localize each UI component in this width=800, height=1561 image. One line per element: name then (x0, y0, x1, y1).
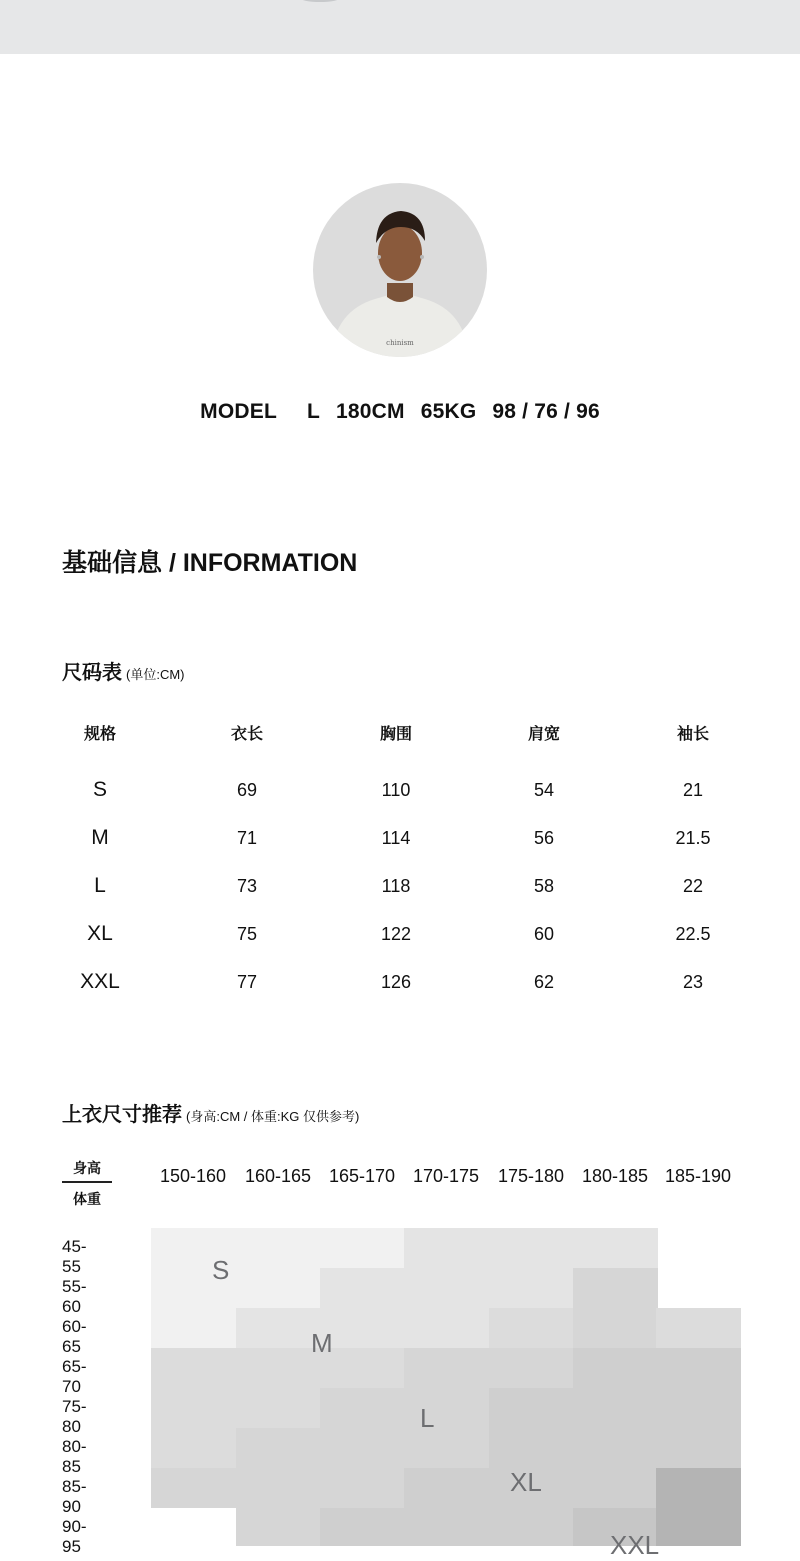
weight-range-label: 60-65 (62, 1317, 87, 1356)
grid-cell (151, 1348, 236, 1388)
grid-cell (236, 1468, 321, 1508)
size-value-cell: 110 (381, 780, 411, 800)
grid-cell (404, 1388, 489, 1428)
size-value-cell: 62 (533, 972, 555, 992)
grid-cell (236, 1388, 321, 1428)
model-info (0, 400, 800, 424)
size-value-cell: 54 (533, 780, 555, 800)
size-zone-label: L (420, 1403, 435, 1433)
grid-cell (656, 1508, 741, 1546)
grid-cell (489, 1428, 574, 1468)
grid-cell (573, 1468, 658, 1508)
size-header-1: 衣长 (230, 726, 263, 743)
size-value-cell: 126 (380, 972, 412, 992)
height-range-label: 180-185 (581, 1166, 649, 1186)
weight-range-label: 55-60 (62, 1277, 87, 1316)
size-header-3: 肩宽 (527, 726, 560, 743)
grid-cell (489, 1508, 574, 1546)
size-chart-title (62, 656, 185, 685)
size-label-cell: XXL (80, 970, 120, 993)
height-axis-label: 身高 (73, 1160, 101, 1176)
weight-range-label: 90-95 (62, 1517, 87, 1556)
information-title: 基础信息 / INFORMATION (62, 549, 358, 577)
size-header-0: 规格 (83, 726, 116, 743)
grid-cell (656, 1348, 741, 1388)
height-range-label: 150-160 (159, 1166, 227, 1186)
height-range-label: 160-165 (244, 1166, 312, 1186)
grid-cell (656, 1428, 741, 1468)
model-avatar (313, 183, 487, 357)
grid-cell (151, 1468, 236, 1508)
height-range-label: 175-180 (497, 1166, 565, 1186)
grid-cell (236, 1508, 321, 1546)
size-header-2: 胸围 (379, 726, 412, 743)
grid-cell (573, 1348, 658, 1388)
height-range-label: 165-170 (328, 1166, 396, 1186)
size-value-cell: 77 (236, 972, 258, 992)
size-value-cell: 71 (236, 828, 258, 848)
grid-cell (489, 1388, 574, 1428)
model-height: 180CM (336, 400, 405, 423)
size-chart-unit: (单位:CM) (126, 667, 185, 682)
size-value-cell: 122 (380, 924, 412, 944)
size-value-cell: 22.5 (675, 924, 711, 944)
size-value-cell: 60 (533, 924, 555, 944)
size-value-cell: 23 (682, 972, 704, 992)
grid-cell (573, 1428, 658, 1468)
weight-range-label: 65-70 (62, 1357, 87, 1396)
grid-cell (151, 1308, 236, 1348)
model-portrait-icon (313, 183, 487, 357)
axis-divider (62, 1181, 112, 1183)
weight-range-label: 80-85 (62, 1437, 87, 1476)
grid-cell (489, 1268, 574, 1308)
grid-cell (236, 1428, 321, 1468)
grid-cell (320, 1268, 405, 1308)
recommend-title (62, 1098, 359, 1127)
grid-cell (404, 1468, 489, 1508)
grid-cell (656, 1388, 741, 1428)
size-label-cell: M (91, 826, 109, 849)
weight-range-label: 45-55 (62, 1237, 87, 1276)
grid-cell (320, 1428, 405, 1468)
size-value-cell: 22 (682, 876, 704, 896)
recommend-note: (身高:CM / 体重:KG 仅供参考) (186, 1109, 360, 1124)
grid-cell (320, 1308, 405, 1348)
size-label-cell: S (92, 778, 107, 801)
grid-cell (573, 1268, 658, 1308)
model-weight: 65KG (420, 400, 477, 423)
size-chart-title-text: 尺码表 (62, 662, 122, 684)
grid-cell (404, 1428, 489, 1468)
size-value-cell: 21.5 (675, 828, 711, 848)
grid-cell (573, 1388, 658, 1428)
grid-cell (656, 1468, 741, 1508)
weight-axis-label: 体重 (73, 1191, 101, 1207)
size-zone-label: M (311, 1328, 333, 1358)
grid-cell (236, 1228, 321, 1268)
grid-cell (404, 1268, 489, 1308)
grid-cell (151, 1428, 236, 1468)
model-measurements: 98 / 76 / 96 (492, 400, 600, 423)
size-zone-label: S (212, 1255, 230, 1285)
recommend-title-text: 上衣尺寸推荐 (62, 1104, 182, 1126)
model-label: MODEL (200, 400, 277, 423)
top-image-strip (0, 0, 800, 54)
grid-cell (320, 1388, 405, 1428)
shirt-print: chinism (386, 339, 414, 347)
grid-cell (573, 1308, 658, 1348)
weight-range-label: 75-80 (62, 1397, 87, 1436)
grid-cell (320, 1348, 405, 1388)
image-shadow (300, 0, 340, 2)
grid-cell (489, 1348, 574, 1388)
grid-cell (489, 1228, 574, 1268)
grid-cell (236, 1268, 321, 1308)
grid-cell (573, 1228, 658, 1268)
grid-cell (320, 1228, 405, 1268)
model-size: L (306, 400, 320, 423)
grid-cell (236, 1348, 321, 1388)
size-value-cell: 69 (236, 780, 258, 800)
grid-cell (320, 1468, 405, 1508)
size-value-cell: 73 (236, 876, 258, 896)
grid-cell (404, 1508, 489, 1546)
size-value-cell: 118 (381, 876, 411, 896)
size-value-cell: 75 (236, 924, 258, 944)
grid-cell (404, 1308, 489, 1348)
size-value-cell: 21 (682, 780, 704, 800)
grid-cell (656, 1308, 741, 1348)
size-label-cell: XL (87, 922, 113, 945)
size-label-cell: L (94, 874, 106, 897)
grid-cell (404, 1228, 489, 1268)
grid-cell (320, 1508, 405, 1546)
size-value-cell: 56 (533, 828, 555, 848)
height-range-label: 170-175 (412, 1166, 480, 1186)
size-header-4: 袖长 (676, 726, 709, 743)
size-zone-label: XL (510, 1467, 542, 1497)
grid-cell (236, 1308, 321, 1348)
height-range-label: 185-190 (664, 1166, 732, 1186)
size-zone-label: XXL (610, 1530, 660, 1560)
size-value-cell: 114 (381, 828, 411, 848)
size-value-cell: 58 (533, 876, 555, 896)
grid-cell (489, 1308, 574, 1348)
weight-range-label: 85-90 (62, 1477, 87, 1516)
grid-cell (404, 1348, 489, 1388)
grid-cell (151, 1388, 236, 1428)
